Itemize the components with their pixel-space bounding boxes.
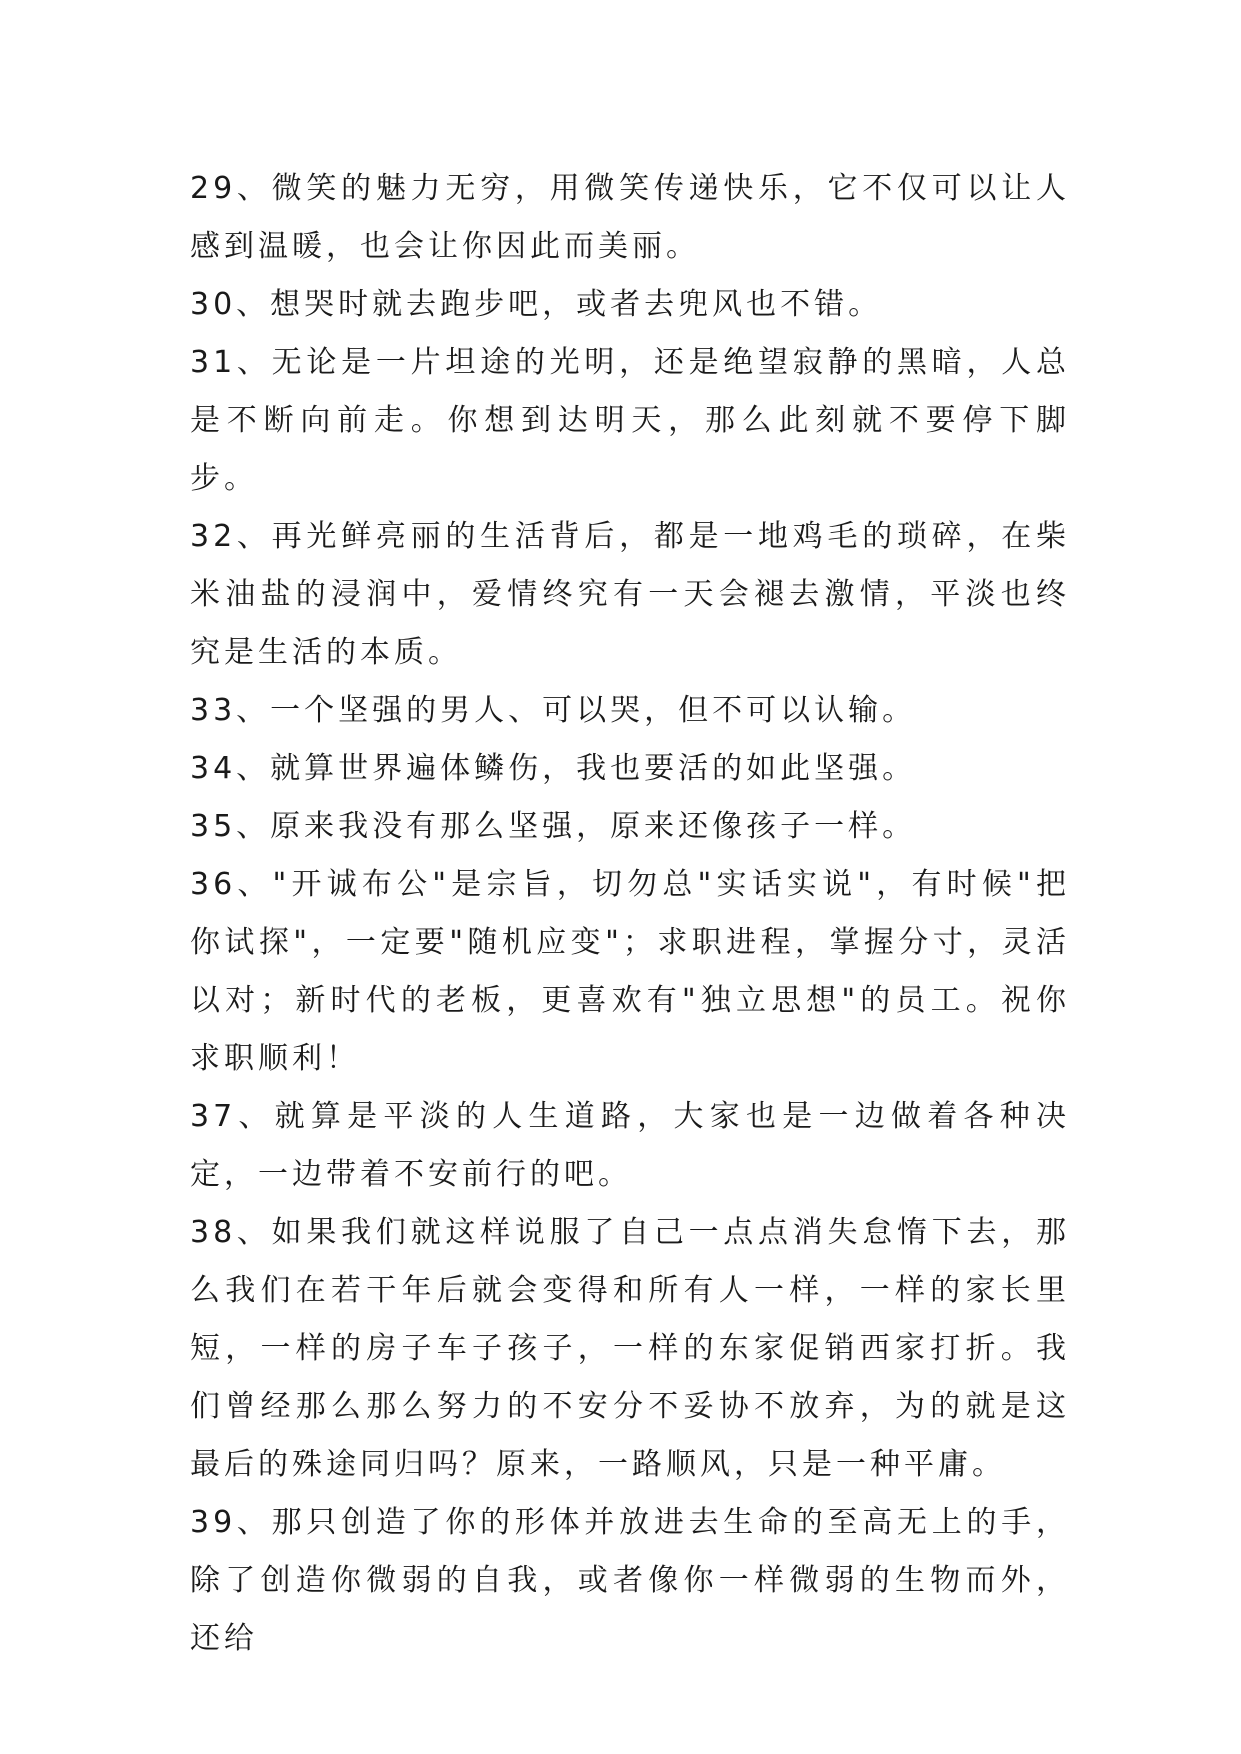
quote-entry-29: 29、微笑的魅力无穷，用微笑传递快乐，它不仅可以让人感到温暖，也会让你因此而美丽。 (190, 171, 1070, 264)
quote-entry-38: 38、如果我们就这样说服了自己一点点消失怠惰下去，那么我们在若干年后就会变得和所有人一样，一样的家长里短，一样的房子车子孩子，一样的东家促销西家打折。我们曾经那么那么努力的不安分不妥协不放弃，为的就是这最后的殊途同归吗？原来，一路顺风，只是一种平庸。 (190, 1215, 1070, 1482)
quote-entry-39: 39、那只创造了你的形体并放进去生命的至高无上的手，除了创造你微弱的自我，或者像你一样微弱的生物而外，还给 (190, 1505, 1070, 1656)
quote-entry-36: 36、"开诚布公"是宗旨，切勿总"实话实说"，有时候"把你试探"，一定要"随机应变"；求职进程，掌握分寸，灵活以对；新时代的老板，更喜欢有"独立思想"的员工。祝你求职顺利！ (190, 867, 1070, 1076)
quote-entry-37: 37、就算是平淡的人生道路，大家也是一边做着各种决定，一边带着不安前行的吧。 (190, 1099, 1070, 1192)
document-body (190, 160, 1070, 1668)
quote-entry-34: 34、就算世界遍体鳞伤，我也要活的如此坚强。 (190, 751, 917, 786)
quote-entry-30: 30、想哭时就去跑步吧，或者去兜风也不错。 (190, 287, 883, 322)
quote-entry-32: 32、再光鲜亮丽的生活背后，都是一地鸡毛的琐碎，在柴米油盐的浸润中，爱情终究有一天会褪去激情，平淡也终究是生活的本质。 (190, 519, 1070, 670)
quote-entry-33: 33、一个坚强的男人、可以哭，但不可以认输。 (190, 693, 917, 728)
quote-entry-31: 31、无论是一片坦途的光明，还是绝望寂静的黑暗，人总是不断向前走。你想到达明天，那么此刻就不要停下脚步。 (190, 345, 1070, 496)
quote-entry-35: 35、原来我没有那么坚强，原来还像孩子一样。 (190, 809, 917, 844)
